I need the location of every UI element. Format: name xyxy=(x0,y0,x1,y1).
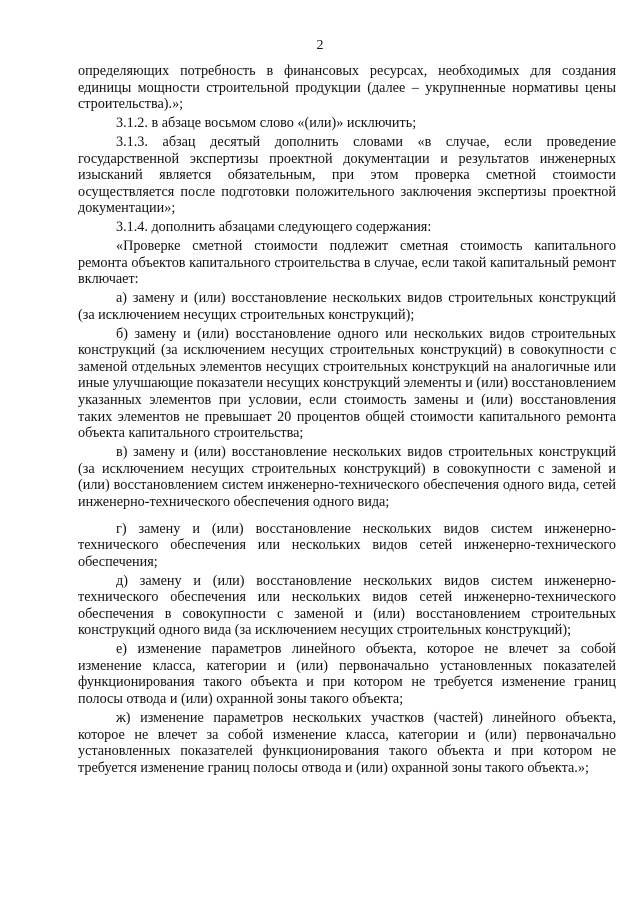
paragraph-item-zh: ж) изменение параметров нескольких участков (частей) линейного объекта, которое не влечет за собой изменение класса, категории и (или) первоначально установленных показателей функционирования такого объекта и при котором не требуется изменение границ полосы отвода и (или) охранной зоны такого объекта.»; xyxy=(78,709,616,776)
paragraph-item-d: д) замену и (или) восстановление нескольких видов систем инженерно-технического обеспечения или нескольких видов сетей инженерно-технического обеспечения в совокупности с заменой и (или) восстановлением строительных конструкций одного вида (за исключением несущих строительных конструкций); xyxy=(78,572,616,639)
paragraph-intro-quote: «Проверке сметной стоимости подлежит сметная стоимость капитального ремонта объектов капитального строительства в случае, если такой капитальный ремонт включает: xyxy=(78,238,616,288)
paragraph-3-1-3: 3.1.3. абзац десятый дополнить словами «в случае, если проведение государственной экспертизы проектной документации и результатов инженерных изысканий является обязательным, при этом проверка сметной стоимости осуществляется после подготовки положительного заключения экспертизы проектной документации»; xyxy=(78,133,616,217)
paragraph-item-e: е) изменение параметров линейного объекта, которое не влечет за собой изменение класса, категории и (или) первоначально установленных показателей функционирования такого объекта и при котором не требуется изменение границ полосы отвода и (или) охранной зоны такого объекта; xyxy=(78,641,616,708)
paragraph-3-1-2: 3.1.2. в абзаце восьмом слово «(или)» исключить; xyxy=(116,115,417,132)
paragraph-item-b: б) замену и (или) восстановление одного или нескольких видов строительных конструкций (за исключением несущих строительных конструкций) в совокупности с заменой отдельных элементов несущих строительных конструкций на аналогичные или иные улучшающие показатели несущих конструкций элементы и (или) восстановлением указанных элементов при условии, если стоимость замены и (или) восстановления таких элементов не превышает 20 процентов общей стоимости капитального ремонта объекта капитального строительства; xyxy=(78,325,616,442)
page-number: 2 xyxy=(316,38,324,53)
paragraph-item-g: г) замену и (или) восстановление нескольких видов систем инженерно-технического обеспечения или нескольких видов сетей инженерно-технического обеспечения; xyxy=(78,520,616,570)
document-body xyxy=(78,63,616,779)
paragraph-item-v: в) замену и (или) восстановление нескольких видов строительных конструкций (за исключением несущих строительных конструкций) в совокупности с заменой и (или) восстановлением систем инженерно-технического обеспечения одного вида, сетей инженерно-технического обеспечения одного вида; xyxy=(78,444,616,510)
paragraph-continuation: определяющих потребность в финансовых ресурсах, необходимых для создания единицы мощности строительной продукции (далее – укрупненные нормативы цены строительства).»; xyxy=(78,63,616,113)
paragraph-3-1-4: 3.1.4. дополнить абзацами следующего содержания: xyxy=(116,219,432,236)
paragraph-item-a: а) замену и (или) восстановление нескольких видов строительных конструкций (за исключением несущих строительных конструкций); xyxy=(78,290,616,323)
